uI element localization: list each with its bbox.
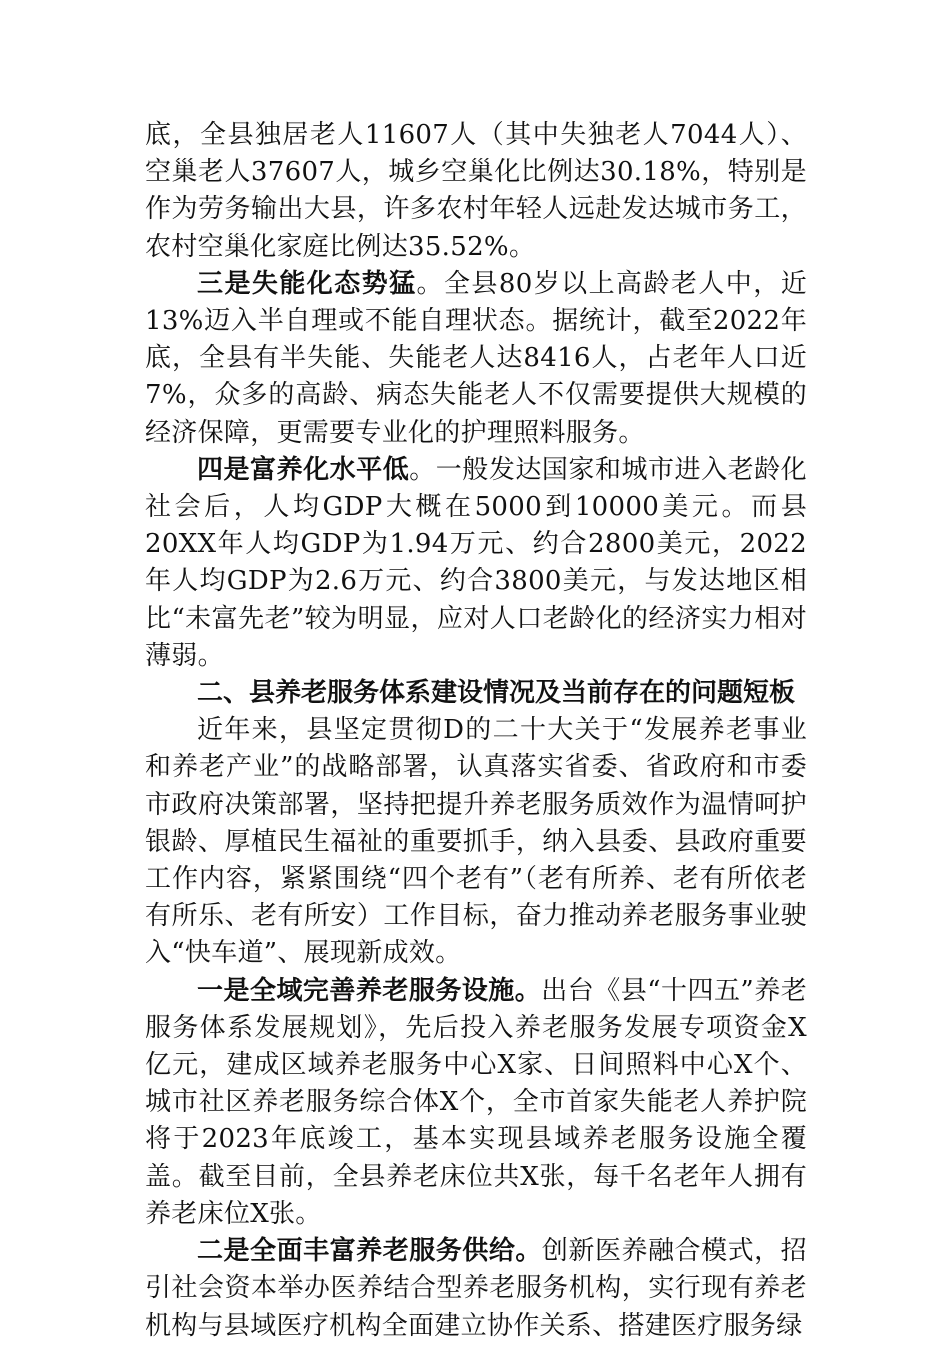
paragraph-text: 。一般发达国家和城市进入老龄化社会后，人均GDP大概在5000到10000美元。而县20XX年人均GDP为1.94万元、约合2800美元，2022年人均GDP为2.6万元、约合3800美元，与发达地区相比“未富先老”较为明显，应对人口老龄化的经济实力相对薄弱。 [145, 454, 807, 671]
section-heading: 二、县养老服务体系建设情况及当前存在的问题短板 [197, 678, 796, 709]
document-body [145, 117, 807, 1345]
paragraph-service-supply [145, 1233, 807, 1345]
paragraph-lead: 二是全面丰富养老服务供给。 [197, 1236, 542, 1267]
paragraph-overview [145, 712, 807, 972]
paragraph-lead: 一是全域完善养老服务设施。 [197, 975, 542, 1006]
paragraph-text: 。全县80岁以上高龄老人中，近13%迈入半自理或不能自理状态。据统计，截至2022年底，全县有半失能、失能老人达8416人，占老年人口近7%，众多的高龄、病态失能老人不仅需要提供大规模的经济保障，更需要专业化的护理照料服务。 [145, 268, 807, 448]
paragraph-text: 底，全县独居老人11607人（其中失独老人7044人）、空巢老人37607人，城乡空巢化比例达30.18%，特别是作为劳务输出大县，许多农村年轻人远赴发达城市务工，农村空巢化家庭比例达35.52%。 [145, 120, 807, 262]
paragraph-lead: 三是失能化态势猛 [197, 268, 417, 299]
paragraph-text: 近年来，县坚定贯彻D的二十大关于“发展养老事业和养老产业”的战略部署，认真落实省委、省政府和市委市政府决策部署，坚持把提升养老服务质效作为温情呵护银龄、厚植民生福祉的重要抓手，纳入县委、县政府重要工作内容，紧紧围绕“四个老有”（老有所养、老有所依老有所乐、老有所安）工作目标，奋力推动养老服务事业驶入“快车道”、展现新成效。 [145, 715, 807, 969]
paragraph-text: 创新医养融合模式，招引社会资本举办医养结合型养老服务机构，实行现有养老机构与县域医疗机构全面建立协作关系、搭建医疗服务绿 [145, 1236, 807, 1341]
paragraph-continuation [145, 117, 807, 266]
paragraph-text: 出台《县“十四五”养老服务体系发展规划》，先后投入养老服务发展专项资金X亿元，建成区域养老服务中心X家、日间照料中心X个、城市社区养老服务综合体X个，全市首家失能老人养护院将于2023年底竣工，基本实现县域养老服务设施全覆盖。截至目前，全县养老床位共X张，每千名老年人拥有养老床位X张。 [145, 975, 807, 1229]
paragraph-wealth-level [145, 452, 807, 675]
paragraph-lead: 四是富养化水平低 [197, 454, 410, 485]
paragraph-facilities [145, 973, 807, 1233]
paragraph-disability-trend [145, 266, 807, 452]
